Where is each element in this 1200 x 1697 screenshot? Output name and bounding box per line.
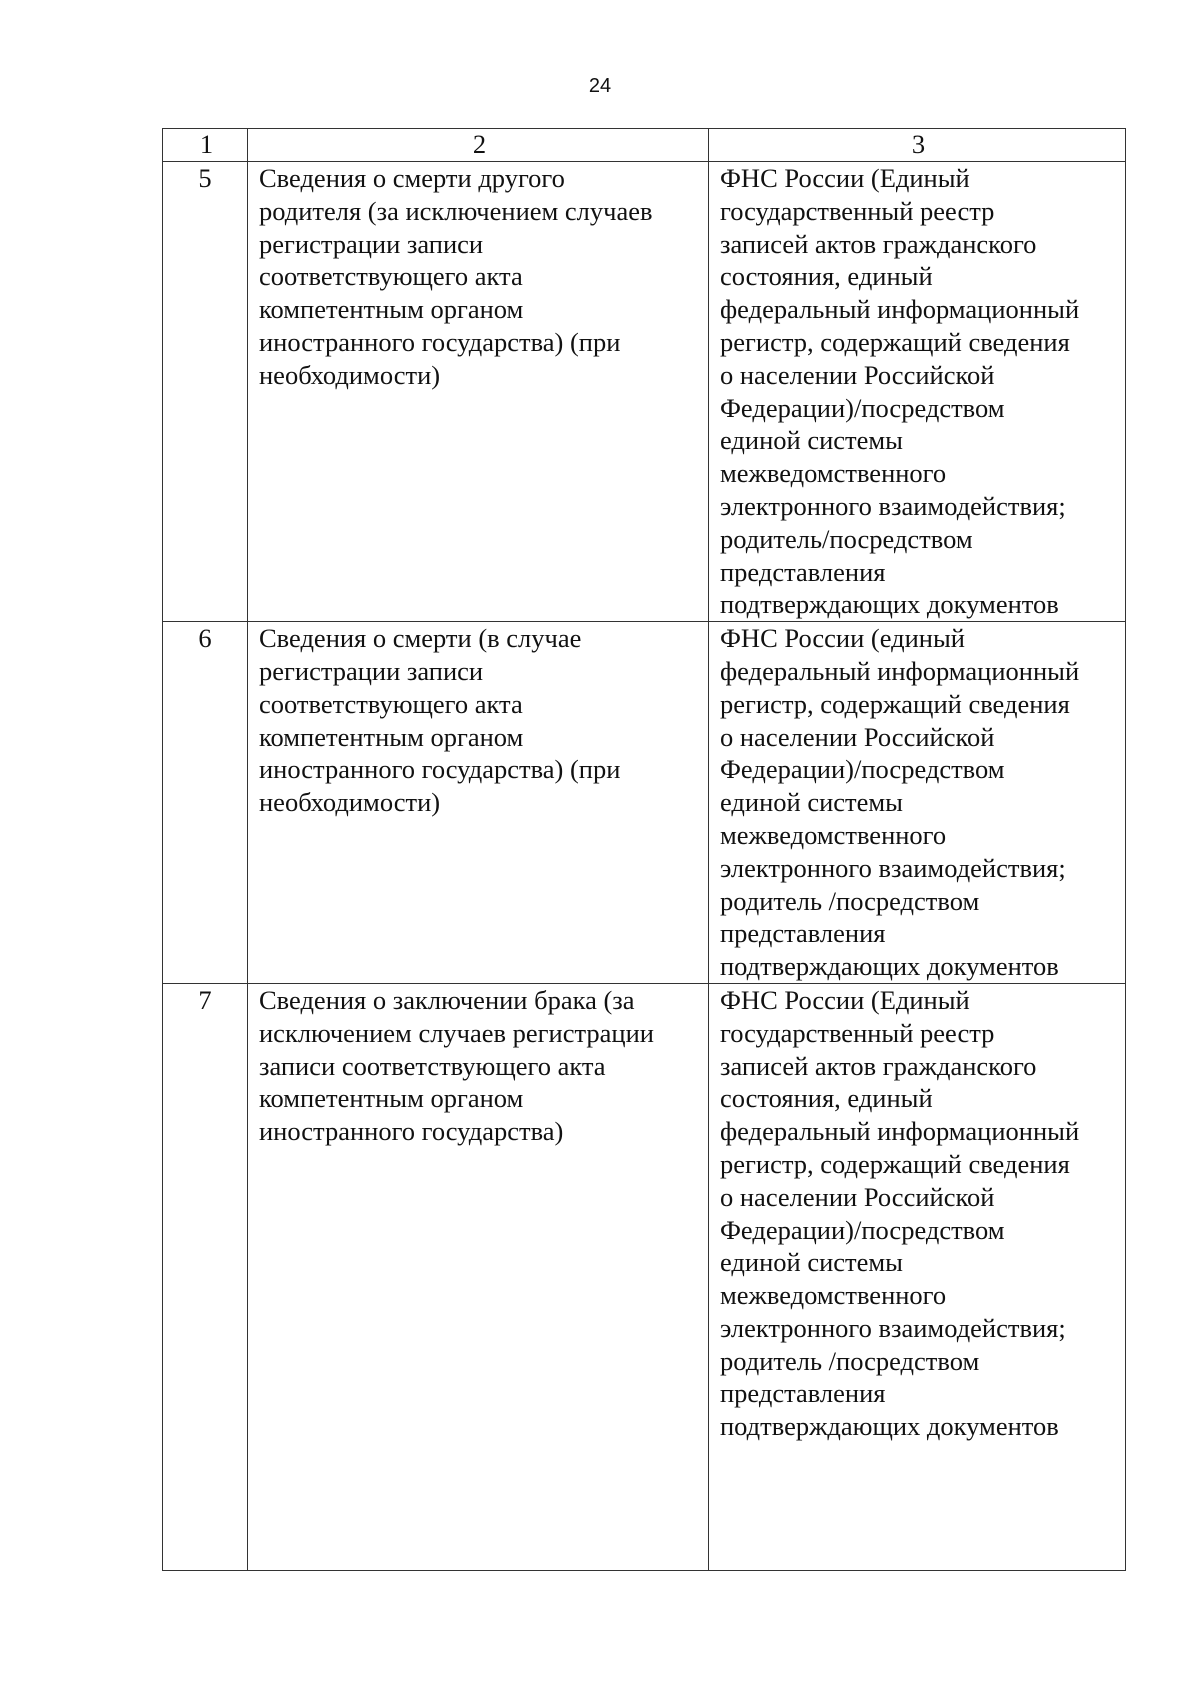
row-number: 5 bbox=[163, 162, 248, 622]
source-cell bbox=[709, 622, 1126, 984]
table-row bbox=[163, 983, 1126, 1570]
information-text: Сведения о смерти (в случае регистрации записи соответствующего акта компетентным органом иностранного государства) (при необходимости) bbox=[259, 623, 621, 818]
row-number: 7 bbox=[163, 983, 248, 1570]
row-number: 6 bbox=[163, 622, 248, 984]
information-cell bbox=[248, 162, 709, 622]
table-row bbox=[163, 162, 1126, 622]
source-text: ФНС России (Единый государственный реестр записей актов гражданского состояния, единый федеральный информационный регистр, содержащий сведения о населении Российской Федерации)/посредством единой системы межведомственного электронного взаимодействия; родитель/посредством представления подтверждающих документов bbox=[720, 163, 1080, 620]
column-header-information: 2 bbox=[248, 129, 709, 162]
source-text: ФНС России (единый федеральный информационный регистр, содержащий сведения о населении Российской Федерации)/посредством единой системы межведомственного электронного взаимодействия; родитель /посредством представления подтверждающих документов bbox=[720, 623, 1080, 982]
information-text: Сведения о смерти другого родителя (за исключением случаев регистрации записи соответствующего акта компетентным органом иностранного государства) (при необходимости) bbox=[259, 163, 653, 390]
information-cell bbox=[248, 622, 709, 984]
table-header-row bbox=[163, 129, 1126, 162]
page-number: 24 bbox=[588, 75, 612, 97]
column-header-number: 1 bbox=[163, 129, 248, 162]
table-row bbox=[163, 622, 1126, 984]
documents-table bbox=[162, 128, 1126, 1571]
information-text: Сведения о заключении брака (за исключением случаев регистрации записи соответствующего акта компетентным органом иностранного государства) bbox=[259, 984, 654, 1147]
source-cell bbox=[709, 162, 1126, 622]
source-text: ФНС России (Единый государственный реестр записей актов гражданского состояния, единый федеральный информационный регистр, содержащий сведения о населении Российской Федерации)/посредством единой системы межведомственного электронного взаимодействия; родитель /посредством представления подтверждающих документов bbox=[720, 984, 1080, 1442]
source-cell bbox=[709, 983, 1126, 1570]
column-header-source: 3 bbox=[709, 129, 1126, 162]
information-cell bbox=[248, 983, 709, 1570]
